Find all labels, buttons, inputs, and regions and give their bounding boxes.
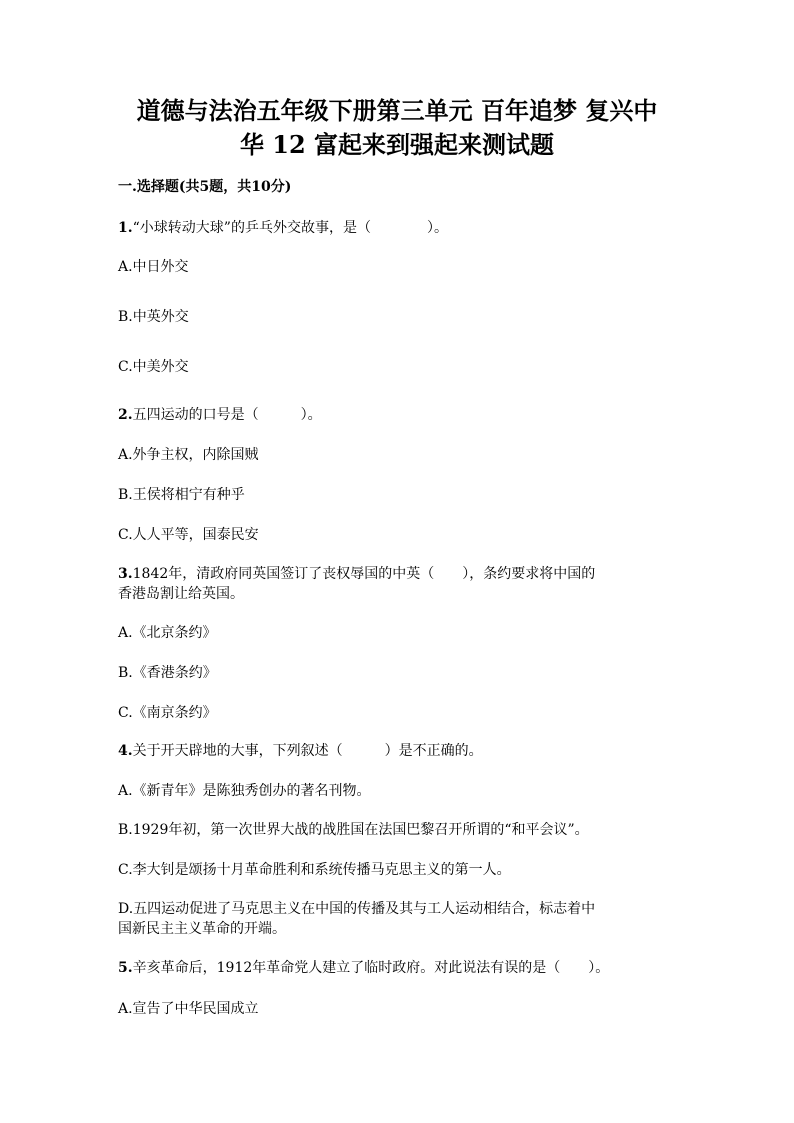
question-text: 1842年，清政府同英国签订了丧权辱国的中英（ ），条约要求将中国的	[132, 566, 596, 582]
question-text: 关于开天辟地的大事，下列叙述（ ）是不正确的。	[132, 743, 483, 759]
question-number: 5.	[118, 960, 133, 976]
question-5	[118, 959, 678, 977]
question-text: 五四运动的口号是（ ）。	[132, 407, 322, 423]
option-4d: D.五四运动促进了马克思主义在中国的传播及其与工人运动相结合，标志着中	[118, 901, 596, 917]
option-4b: B.1929年初，第一次世界大战的战胜国在法国巴黎召开所谓的“和平会议”。	[118, 822, 589, 838]
option-2b: B.王侯将相宁有种乎	[118, 487, 245, 503]
option-5a: A.宣告了中华民国成立	[118, 1001, 259, 1017]
question-number: 4.	[118, 743, 133, 759]
document-title-line-1: 道德与法治五年级下册第三单元 百年追梦 复兴中	[136, 96, 658, 125]
question-number: 3.	[118, 566, 133, 582]
question-text: “小球转动大球”的乒乓外交故事，是（ ）。	[132, 220, 448, 236]
document-title-line-2: 华 12 富起来到强起来测试题	[239, 130, 555, 159]
question-3	[118, 565, 678, 583]
option-3b: B.《香港条约》	[118, 665, 217, 681]
option-2c: C.人人平等，国泰民安	[118, 527, 259, 543]
question-1	[118, 219, 678, 237]
question-text: 辛亥革命后，1912年革命党人建立了临时政府。对此说法有误的是（ ）。	[132, 960, 610, 976]
option-3c: C.《南京条约》	[118, 705, 217, 721]
section-heading: 一.选择题(共5题，共10分)	[118, 179, 292, 195]
option-3a: A.《北京条约》	[118, 625, 217, 641]
option-4a: A.《新青年》是陈独秀创办的著名刊物。	[118, 783, 371, 799]
option-4c: C.李大钊是颂扬十月革命胜利和系统传播马克思主义的第一人。	[118, 862, 511, 878]
question-3-continuation: 香港岛割让给英国。	[118, 586, 244, 602]
question-number: 2.	[118, 407, 133, 423]
question-number: 1.	[118, 220, 133, 236]
option-4d-continuation: 国新民主主义革命的开端。	[118, 921, 286, 937]
option-2a: A.外争主权，内除国贼	[118, 447, 259, 463]
question-4	[118, 742, 678, 760]
option-1a: A.中日外交	[118, 259, 189, 275]
question-2	[118, 406, 678, 424]
option-1b: B.中英外交	[118, 309, 189, 325]
option-1c: C.中美外交	[118, 359, 189, 375]
